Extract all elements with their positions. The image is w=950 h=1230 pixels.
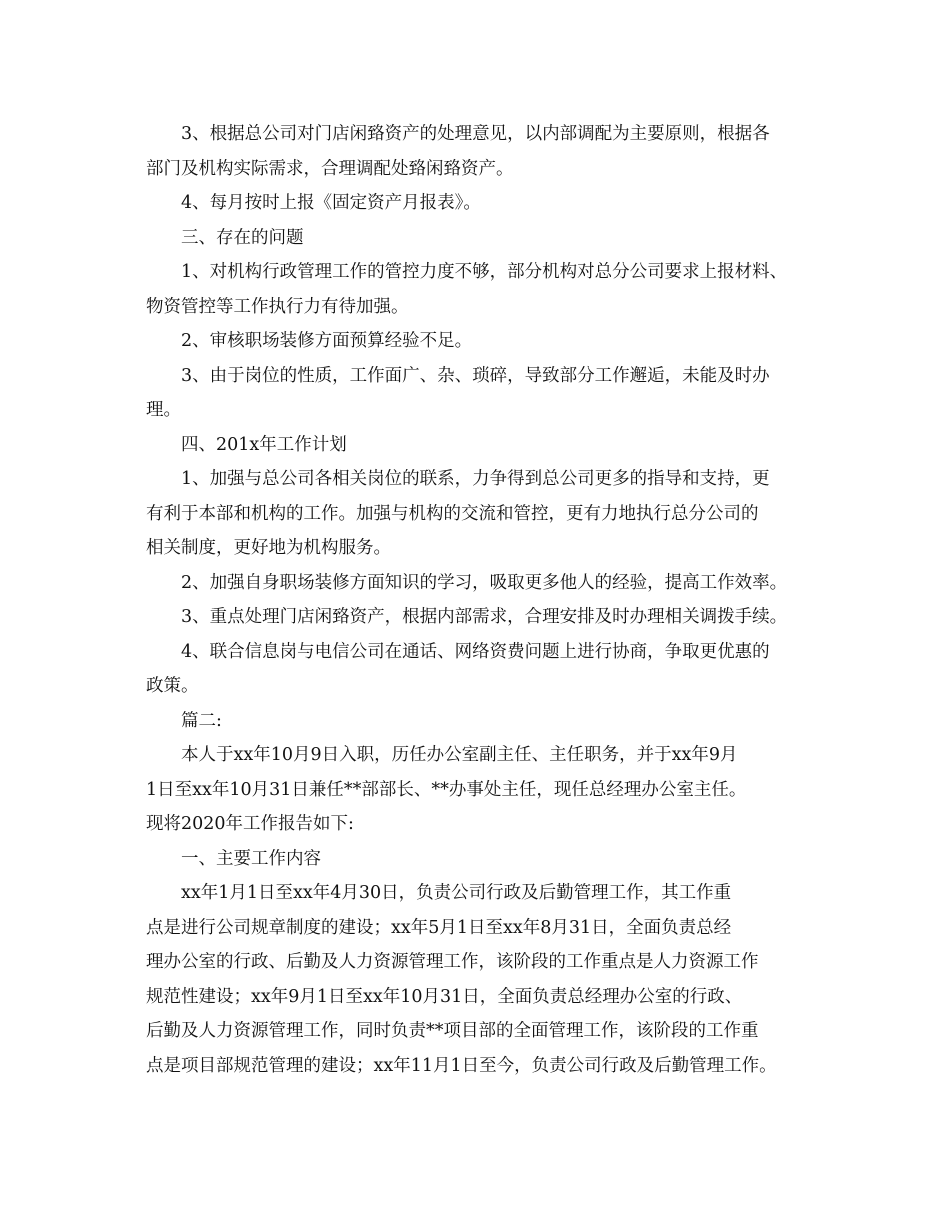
document-line: 1、对机构行政管理工作的管控力度不够，部分机构对总分公司要求上报材料、 [181,262,788,282]
document-line: 理办公室的行政、后勤及人力资源管理工作，该阶段的工作重点是人力资源工作 [146,952,759,972]
document-line: 后勤及人力资源管理工作，同时负责**项目部的全面管理工作，该阶段的工作重 [146,1021,759,1041]
document-line: 四、201x年工作计划 [181,434,347,455]
document-line: 物资管控等工作执行力有待加强。 [146,296,409,317]
document-line: 3、重点处理门店闲臵资产，根据内部需求，合理安排及时办理相关调拨手续。 [181,607,788,627]
document-line: 4、联合信息岗与电信公司在通话、网络资费问题上进行协商，争取更优惠的 [181,641,770,662]
document-line: 相关制度，更好地为机构服务。 [146,538,391,558]
document-line: 1、加强与总公司各相关岗位的联系，力争得到总公司更多的指导和支持，更 [181,469,770,489]
document-line: 3、由于岗位的性质，工作面广、杂、琐碎，导致部分工作邂逅，未能及时办 [181,365,770,386]
document-line: 点是项目部规范管理的建设；xx年11月1日至今，负责公司行政及后勤管理工作。 [146,1055,777,1076]
document-line: 有利于本部和机构的工作。加强与机构的交流和管控，更有力地执行总分公司的 [146,503,759,524]
document-line: 篇二: [181,710,222,731]
document-line: xx年1月1日至xx年4月30日，负责公司行政及后勤管理工作，其工作重 [181,883,732,903]
document-line: 三、存在的问题 [181,227,304,248]
document-line: 4、每月按时上报《固定资产月报表》。 [181,193,481,213]
document-body [146,117,826,1083]
document-line: 规范性建设；xx年9月1日至xx年10月31日，全面负责总经理办公室的行政、 [146,986,743,1007]
document-line: 政策。 [146,676,199,696]
document-line: 2、审核职场装修方面预算经验不足。 [181,331,473,351]
document-line: 理。 [146,400,181,420]
document-line: 3、根据总公司对门店闲臵资产的处理意见，以内部调配为主要原则，根据各 [181,124,770,144]
document-line: 部门及机构实际需求，合理调配处臵闲臵资产。 [146,158,514,179]
document-line: 本人于xx年10月9日入职，历任办公室副主任、主任职务，并于xx年9月 [181,745,738,765]
document-line: 一、主要工作内容 [181,848,321,869]
document-line: 点是进行公司规章制度的建设；xx年5月1日至xx年8月31日，全面负责总经 [146,917,732,938]
document-line: 现将2020年工作报告如下: [146,814,354,834]
document-line: 1日至xx年10月31日兼任**部部长、**办事处主任，现任总经理办公室主任。 [146,779,747,800]
document-line: 2、加强自身职场装修方面知识的学习，吸取更多他人的经验，提高工作效率。 [181,572,788,593]
